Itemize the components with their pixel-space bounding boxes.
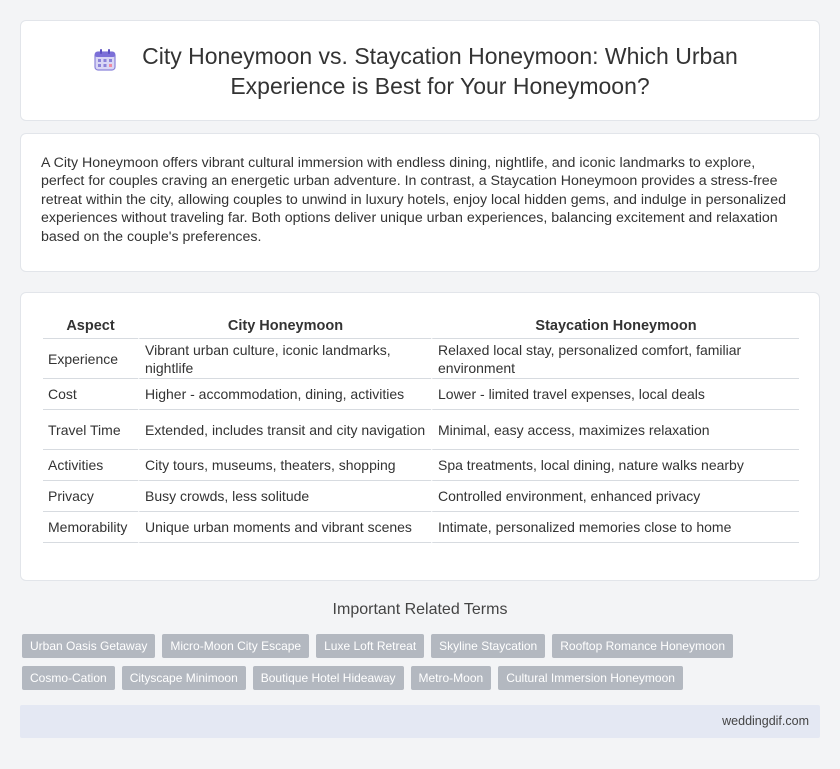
staycation-cell: Lower - limited travel expenses, local deals xyxy=(431,379,799,410)
city-cell: Busy crowds, less solitude xyxy=(138,481,431,512)
staycation-cell: Controlled environment, enhanced privacy xyxy=(431,481,799,512)
related-term-tag[interactable]: Boutique Hotel Hideaway xyxy=(253,666,404,690)
staycation-cell: Spa treatments, local dining, nature walks nearby xyxy=(431,450,799,481)
aspect-cell: Travel Time xyxy=(43,410,138,450)
related-term-tag[interactable]: Luxe Loft Retreat xyxy=(316,634,424,658)
related-term-tag[interactable]: Rooftop Romance Honeymoon xyxy=(552,634,733,658)
header-staycation-honeymoon: Staycation Honeymoon xyxy=(431,313,799,339)
table-row xyxy=(43,512,799,543)
header-city-honeymoon: City Honeymoon xyxy=(138,313,431,339)
city-cell: Higher - accommodation, dining, activities xyxy=(138,379,431,410)
tag-row xyxy=(22,666,822,690)
table-row xyxy=(43,379,799,410)
aspect-cell: Memorability xyxy=(43,512,138,543)
related-term-tag[interactable]: Skyline Staycation xyxy=(431,634,545,658)
table-row xyxy=(43,410,799,450)
tag-row xyxy=(22,634,822,658)
related-terms-heading: Important Related Terms xyxy=(332,601,508,618)
aspect-cell: Cost xyxy=(43,379,138,410)
city-cell: Unique urban moments and vibrant scenes xyxy=(138,512,431,543)
footer-bar xyxy=(20,705,820,738)
aspect-cell: Privacy xyxy=(43,481,138,512)
city-cell: City tours, museums, theaters, shopping xyxy=(138,450,431,481)
table-row xyxy=(43,481,799,512)
aspect-cell: Experience xyxy=(43,339,138,379)
table-row xyxy=(43,450,799,481)
table-row xyxy=(43,339,799,379)
related-term-tag[interactable]: Urban Oasis Getaway xyxy=(22,634,155,658)
city-cell: Vibrant urban culture, iconic landmarks, nightlife xyxy=(138,339,431,379)
staycation-cell: Relaxed local stay, personalized comfort, familiar environment xyxy=(431,339,799,379)
page-title: City Honeymoon vs. Staycation Honeymoon: Which Urban Experience is Best for Your Honeymoon? xyxy=(142,42,738,99)
intro-paragraph: A City Honeymoon offers vibrant cultural immersion with endless dining, nightlife, and iconic landmarks to explore, perfect for couples craving an energetic urban adventure. In contrast, a Staycation Honeymoon provides a stress-free retreat within the city, allowing couples to unwind in luxury hotels, enjoy local hidden gems, and indulge in personalized experiences without traveling far. Both options deliver unique urban experiences, balancing excitement and relaxation based on the couple's preferences. xyxy=(41,155,787,245)
title-card xyxy=(20,20,820,121)
table-header-row xyxy=(43,313,799,339)
related-term-tag[interactable]: Cosmo-Cation xyxy=(22,666,115,690)
comparison-table xyxy=(43,313,799,543)
aspect-cell: Activities xyxy=(43,450,138,481)
intro-card xyxy=(20,133,820,272)
header-aspect: Aspect xyxy=(43,313,138,339)
city-cell: Extended, includes transit and city navigation xyxy=(138,410,431,450)
staycation-cell: Intimate, personalized memories close to home xyxy=(431,512,799,543)
related-term-tag[interactable]: Cultural Immersion Honeymoon xyxy=(498,666,683,690)
site-credit-link[interactable]: weddingdif.com xyxy=(722,714,809,728)
related-term-tag[interactable]: Metro-Moon xyxy=(411,666,492,690)
related-term-tag[interactable]: Cityscape Minimoon xyxy=(122,666,246,690)
comparison-card xyxy=(20,292,820,581)
related-term-tag[interactable]: Micro-Moon City Escape xyxy=(162,634,309,658)
related-terms-list xyxy=(22,634,822,698)
staycation-cell: Minimal, easy access, maximizes relaxation xyxy=(431,410,799,450)
